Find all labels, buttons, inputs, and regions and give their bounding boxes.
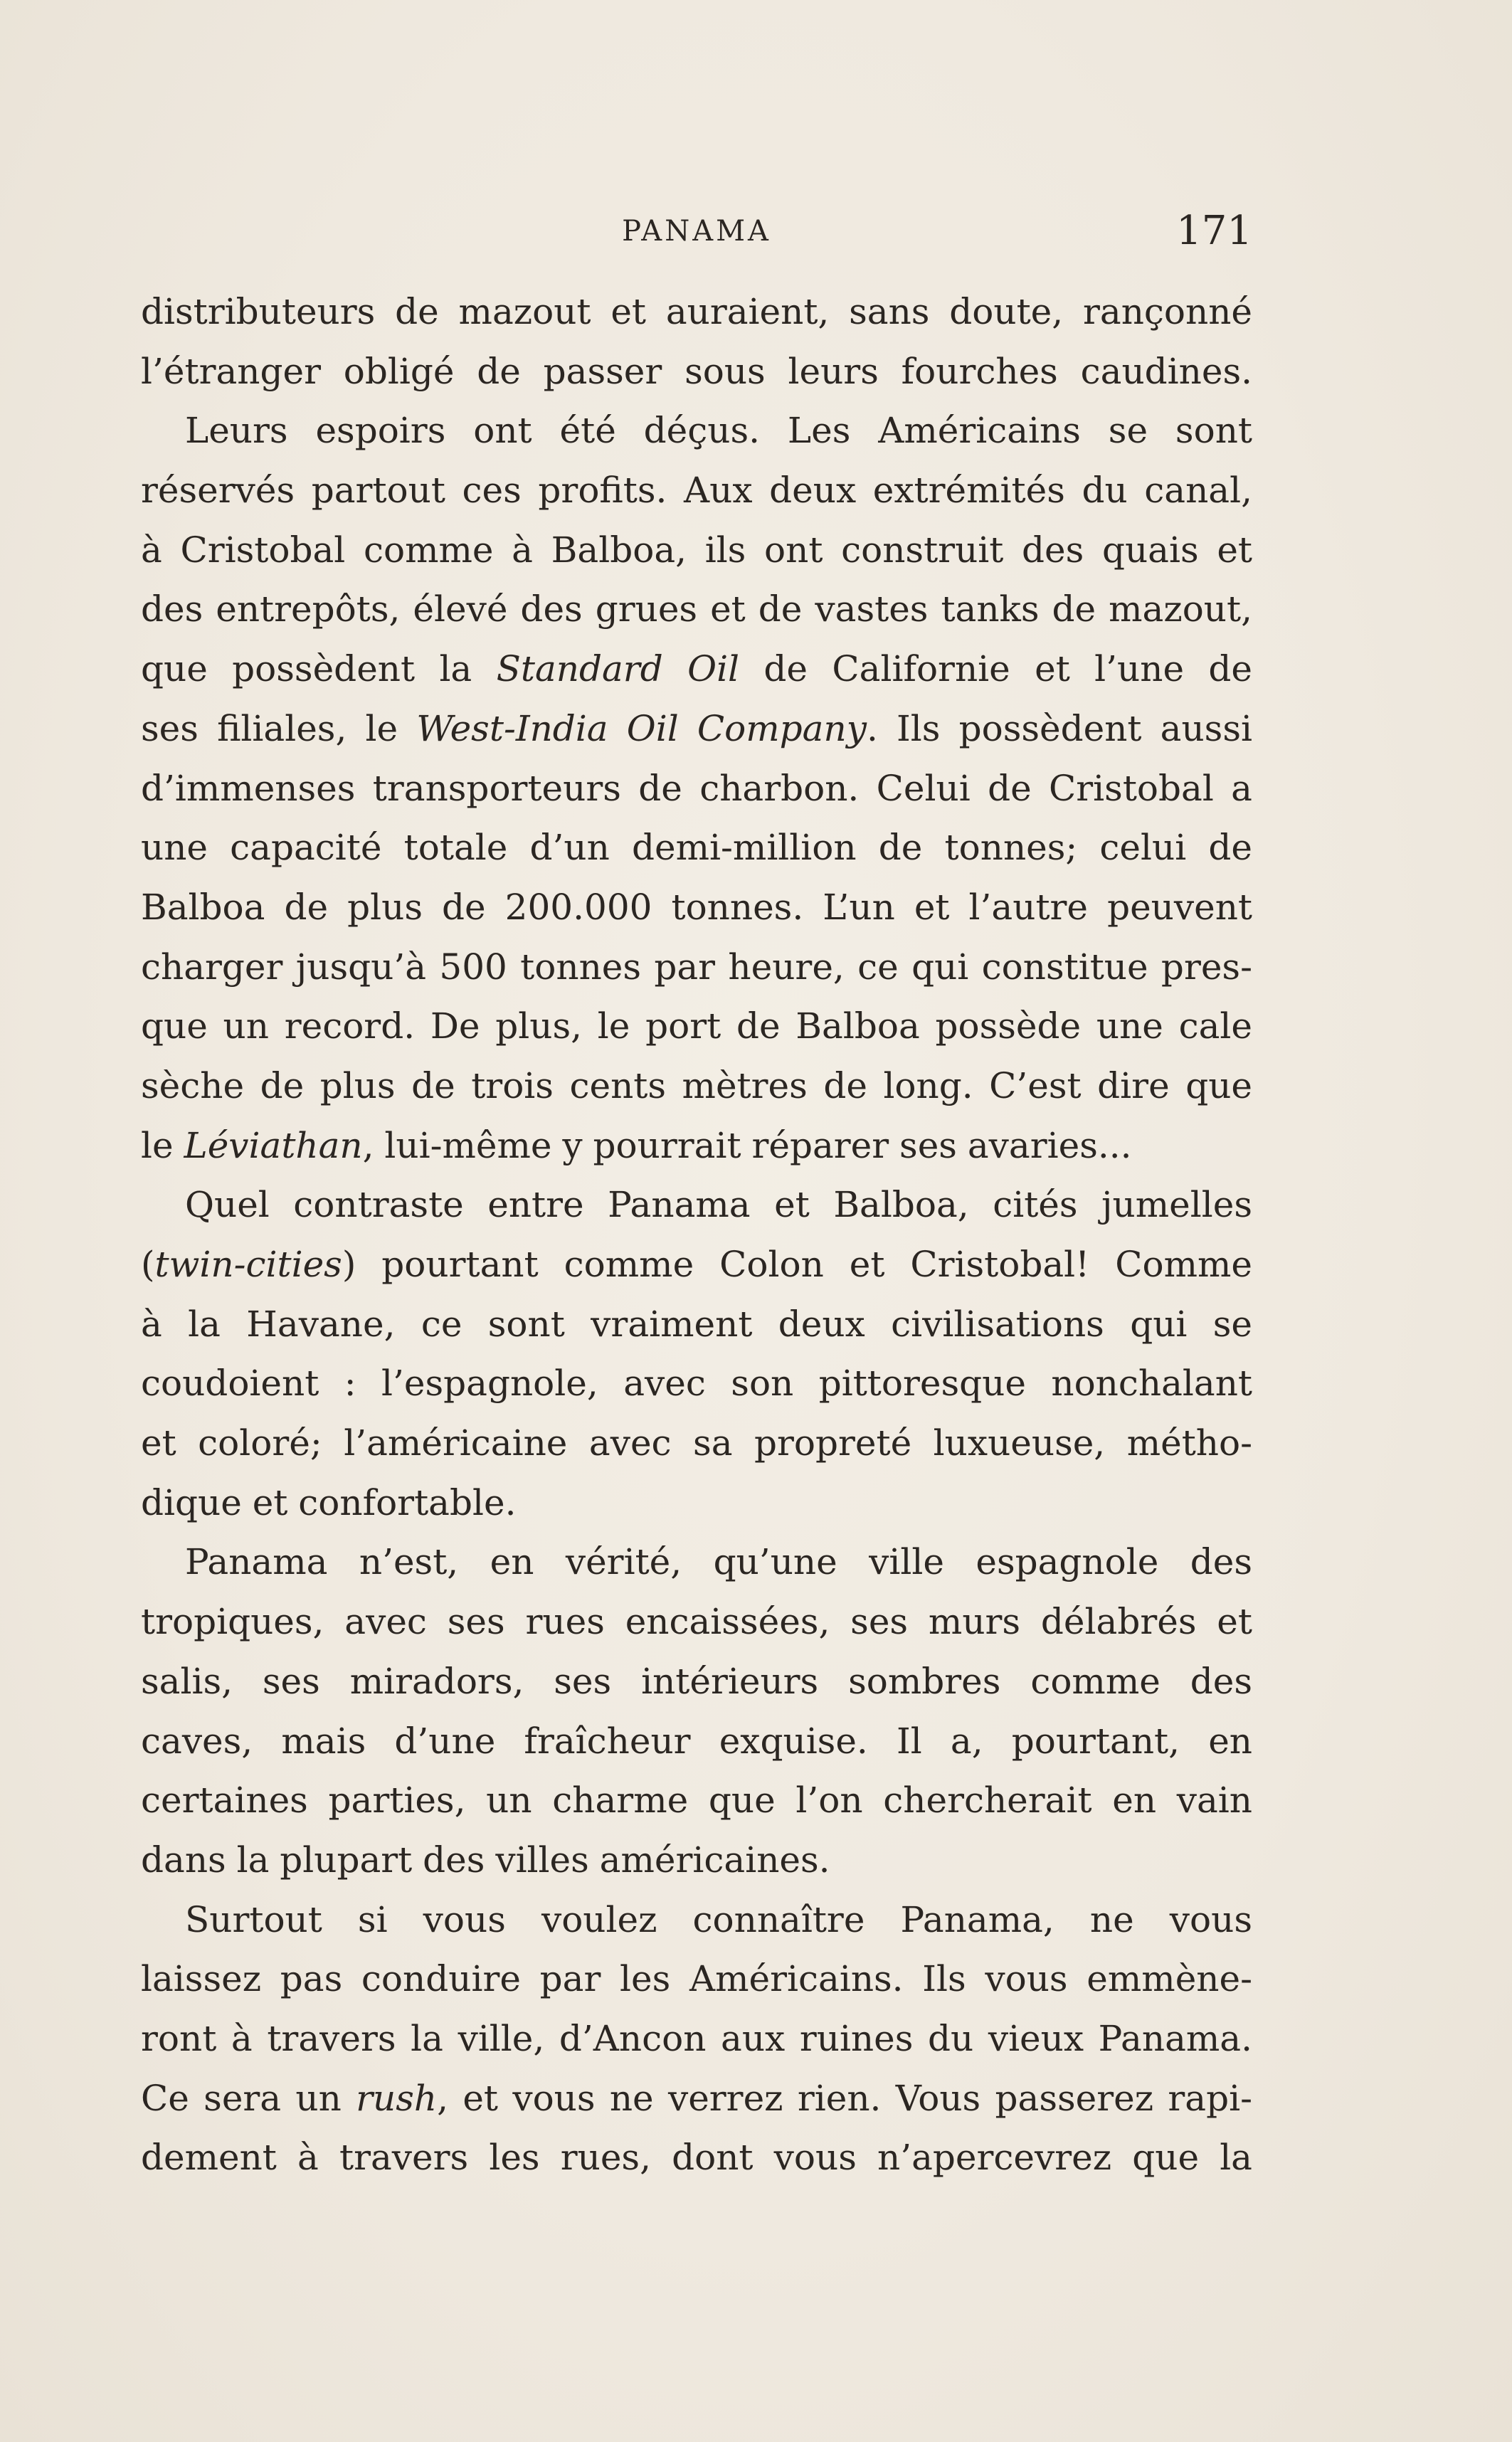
- italic-run: West-India Oil Company: [416, 707, 867, 749]
- text-line: et coloré; l’américaine avec sa propreté luxueuse, métho-: [141, 1422, 1252, 1464]
- italic-run: rush: [356, 2077, 438, 2119]
- text-line: [141, 1235, 1252, 1295]
- running-head: PANAMA: [622, 215, 771, 248]
- text-run: ses filiales, le: [141, 707, 417, 749]
- body-text: [141, 282, 1252, 2188]
- text-run: Ce sera un: [141, 2077, 356, 2119]
- italic-run: twin-cities: [154, 1244, 342, 1285]
- text-run: de Californie et l’une de: [739, 648, 1252, 690]
- text-line: tropiques, avec ses rues encaissées, ses murs délabrés et: [141, 1601, 1252, 1643]
- page-header: [141, 206, 1252, 256]
- page-number: 171: [1176, 208, 1252, 254]
- text-line: d’immenses transporteurs de charbon. Celui de Cristobal a: [141, 767, 1252, 809]
- text-line: à la Havane, ce sont vraiment deux civilisations qui se: [141, 1303, 1252, 1345]
- text-line: Balboa de plus de 200.000 tonnes. L’un et l’autre peuvent: [141, 886, 1252, 928]
- text-line: Surtout si vous voulez connaître Panama, ne vous: [185, 1898, 1252, 1940]
- text-line: dement à travers les rues, dont vous n’apercevrez que la: [141, 2137, 1252, 2179]
- text-line: sèche de plus de trois cents mètres de long. C’est dire que: [141, 1064, 1252, 1106]
- text-line: dans la plupart des villes américaines.: [141, 1839, 830, 1881]
- text-line: Leurs espoirs ont été déçus. Les Américains se sont: [185, 410, 1252, 452]
- text-line: certaines parties, un charme que l’on chercherait en vain: [141, 1780, 1252, 1822]
- text-line: à Cristobal comme à Balboa, ils ont construit des quais et: [141, 529, 1252, 571]
- text-run: ) pourtant comme Colon et Cristobal! Comme: [342, 1244, 1252, 1285]
- text-line: [141, 2069, 1252, 2129]
- text-line: réservés partout ces profits. Aux deux extrémités du canal,: [141, 470, 1252, 512]
- text-run: le: [141, 1124, 184, 1166]
- text-line: [141, 640, 1252, 699]
- text-line: [141, 699, 1252, 759]
- italic-run: Standard Oil: [496, 648, 740, 690]
- text-line: salis, ses miradors, ses intérieurs sombres comme des: [141, 1660, 1252, 1702]
- text-run: que possèdent la: [141, 648, 497, 690]
- text-line: caves, mais d’une fraîcheur exquise. Il a, pourtant, en: [141, 1720, 1252, 1762]
- text-line: des entrepôts, élevé des grues et de vastes tanks de mazout,: [141, 588, 1252, 630]
- text-line: Panama n’est, en vérité, qu’une ville espagnole des: [185, 1541, 1252, 1583]
- text-run: . Ils possèdent aussi: [866, 707, 1252, 749]
- text-line: distributeurs de mazout et auraient, sans doute, rançonné: [141, 291, 1252, 332]
- text-line: une capacité totale d’un demi-million de tonnes; celui de: [141, 827, 1252, 869]
- text-line: l’étranger obligé de passer sous leurs fourches caudines.: [141, 350, 1252, 392]
- text-line: ront à travers la ville, d’Ancon aux ruines du vieux Panama.: [141, 2017, 1252, 2059]
- text-line: dique et confortable.: [141, 1481, 517, 1523]
- text-run: , lui-même y pourrait réparer ses avaries...: [362, 1124, 1132, 1166]
- text-run: (: [141, 1244, 155, 1285]
- text-line: Quel contraste entre Panama et Balboa, cités jumelles: [185, 1184, 1252, 1226]
- text-run: , et vous ne verrez rien. Vous passerez rapi-: [437, 2077, 1252, 2119]
- text-line: [141, 1116, 1252, 1176]
- text-line: laissez pas conduire par les Américains. Ils vous emmène-: [141, 1958, 1252, 2000]
- text-line: que un record. De plus, le port de Balboa possède une cale: [141, 1005, 1252, 1047]
- text-line: charger jusqu’à 500 tonnes par heure, ce qui constitue pres-: [141, 946, 1252, 988]
- italic-run: Léviathan: [184, 1124, 363, 1166]
- text-line: coudoient : l’espagnole, avec son pittoresque nonchalant: [141, 1363, 1252, 1405]
